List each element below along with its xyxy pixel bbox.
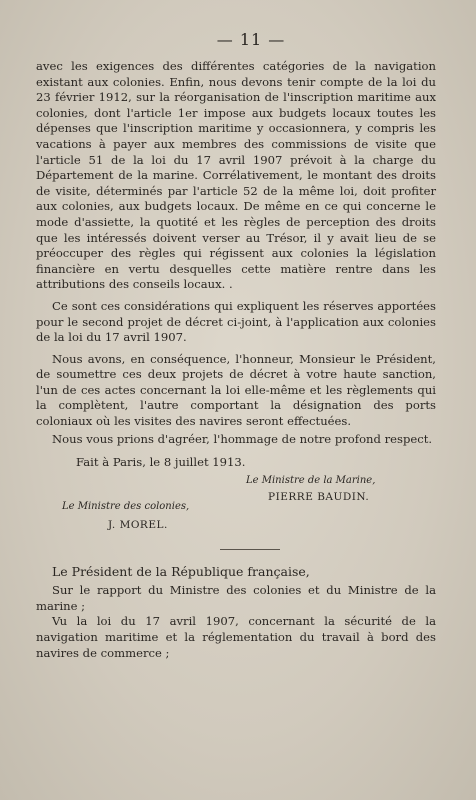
paragraph-considerations: Ce sont ces considérations qui expliquent les réserves apportées pour le second projet de décret ci-joint, à l'application aux colonies de la loi du 17 avril 1907. bbox=[36, 298, 436, 345]
paragraph-closing: Nous vous prions d'agréer, l'hommage de notre profond respect. bbox=[52, 431, 433, 446]
colonies-minister-title: Le Ministre des colonies, bbox=[62, 501, 190, 513]
place-date: Fait à Paris, le 8 juillet 1913. bbox=[76, 455, 246, 470]
paragraph-continuation: avec les exigences des différentes catégories de la navigation existant aux colonies. Enfin, nous devons tenir compte de la loi du 23 février 1912, sur la réorganisation de l'inscription maritime aux colonies, dont l'article 1er impose aux budgets locaux toutes les dépenses que l'inscription maritime y occasionnera, y compris les vacations à payer aux membres des commissions de visite que l'article 51 de la loi du 17 avril 1907 prévoit à la charge du Département de la marine. Corrélativement, le montant des droits de visite, déterminés par l'article 52 de la même loi, doit profiter aux colonies, aux budgets locaux. De même en ce qui concerne le mode d'assiette, la quotité et les règles de perception des droits que les intéressés doivent verser au Trésor, il y avait lieu de se préoccuper des règles qui régissent aux colonies la législation financière en vertu desquelles cette matière rentre dans les attributions des conseils locaux. . bbox=[36, 59, 436, 292]
decree-president-line: Le Président de la République française, bbox=[52, 564, 310, 580]
paragraph-submission: Nous avons, en conséquence, l'honneur, Monsieur le Président, de soumettre ces deux projets de décret à votre haute sanction, l'un de ces actes concernant la loi elle-même et les règlements qui la complètent, l'autre comportant la désignation des ports coloniaux où les visites des navires seront effectuées. bbox=[36, 351, 436, 429]
decree-consideration-report: Sur le rapport du Ministre des colonies et du Ministre de la marine ; bbox=[36, 583, 436, 613]
page-number: — 11 — bbox=[216, 30, 286, 49]
marine-minister-name: PIERRE BAUDIN. bbox=[268, 491, 370, 504]
colonies-minister-name: J. MOREL. bbox=[108, 519, 168, 532]
decree-consideration-law: Vu la loi du 17 avril 1907, concernant la sécurité de la navigation maritime et la réglementation du travail à bord des navires de commerce ; bbox=[36, 614, 436, 660]
section-divider bbox=[220, 549, 280, 550]
marine-minister-title: Le Ministre de la Marine, bbox=[246, 475, 376, 487]
signature-block bbox=[36, 473, 436, 543]
